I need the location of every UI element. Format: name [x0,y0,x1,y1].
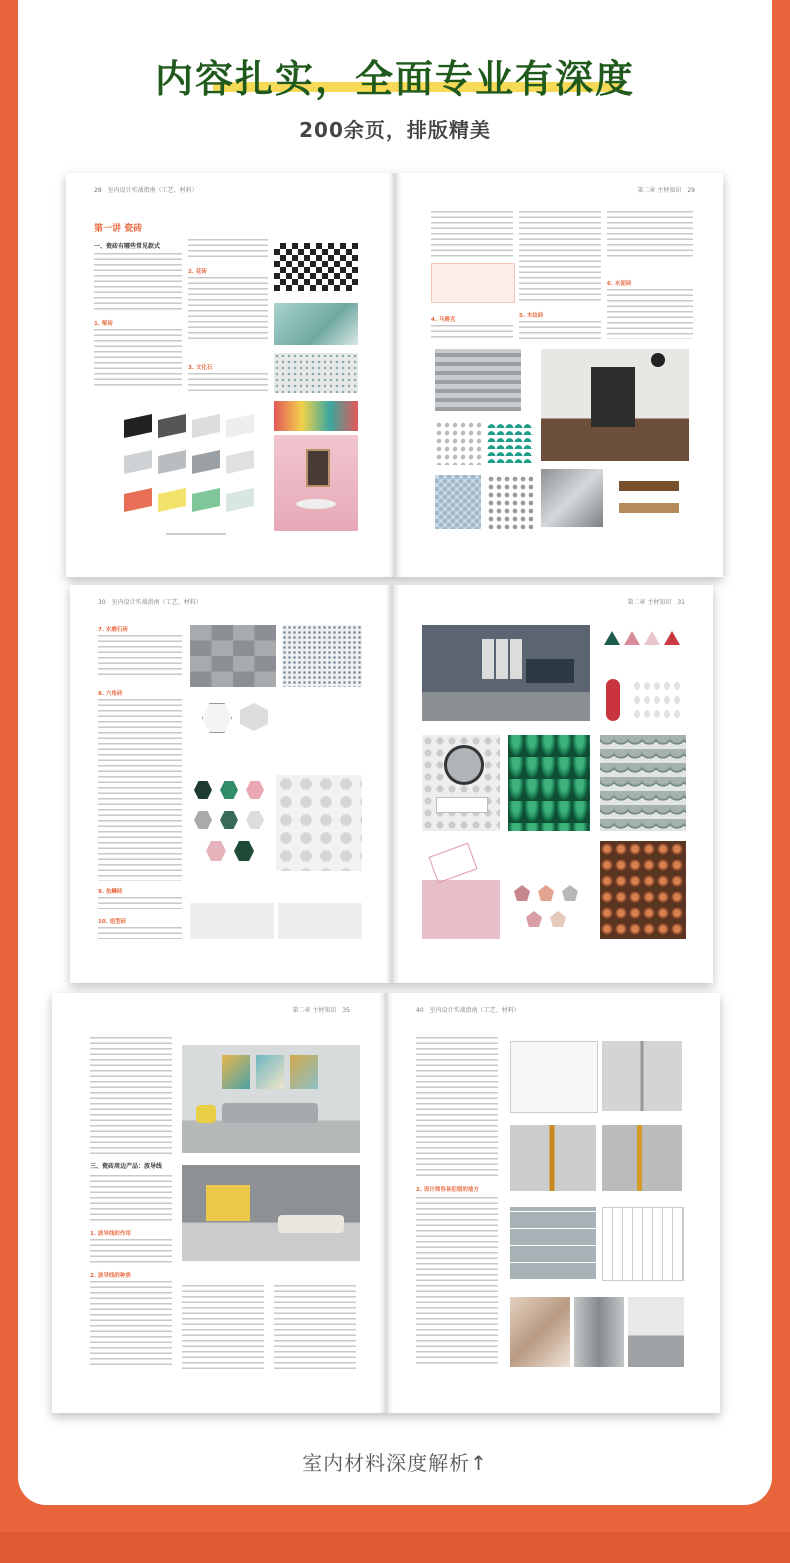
book-spread-3 [52,993,720,1413]
section-heading: 一、瓷砖有哪些常见款式 [94,243,161,250]
hallway-photo [628,1297,684,1367]
page-number: 40 [416,1007,424,1014]
text-block [98,635,182,679]
tile-layout-diagram [602,1207,684,1281]
wood-tile-image [619,473,693,523]
book-spread-2 [70,585,713,983]
hexagon-diagram [194,699,276,743]
section-heading: 三、瓷砖周边产品：波导线 [90,1163,163,1170]
metal-tile-image [541,469,603,527]
fishscale-mosaic-image [487,421,533,465]
item-heading: 2. 设计师容易犯错的地方 [416,1187,479,1193]
chapter-title: 第一讲 瓷砖 [94,224,143,234]
page-header-text: 第二章 主材知识 [292,1007,337,1014]
round-mirror-image [422,735,500,831]
caption [0,1447,790,1476]
page-header-text: 室内设计实战指南（工艺、材料） [107,187,198,194]
dining-room-image [422,625,590,721]
page-header-text: 室内设计实战指南（工艺、材料） [429,1007,520,1014]
skirting-diagram [510,1041,598,1113]
item-heading: 1. 波导线的作用 [90,1231,131,1237]
terrazzo-samples-image [282,625,362,687]
text-block [90,1239,172,1263]
text-block [90,1037,172,1157]
item-heading: 2. 波导线的种类 [90,1273,131,1279]
text-block [98,897,182,909]
text-block [519,321,601,341]
item-heading: 2. 花砖 [188,269,207,275]
pentagon-swatches-image [508,841,594,939]
green-fishscale-image [508,735,590,831]
text-block [607,211,693,257]
page-number: 31 [677,599,685,606]
item-heading: 8. 六角砖 [98,691,123,697]
text-block [519,211,601,303]
page-right [388,993,720,1413]
text-block [188,239,268,257]
text-block [416,1197,498,1367]
page-left [52,993,384,1413]
text-block [98,927,182,939]
item-heading: 3. 文化石 [188,365,213,371]
marble-detail-photo [510,1297,570,1367]
terrazzo-tile-image [274,353,358,393]
item-heading: 7. 水磨石砖 [98,627,128,633]
page-number: 30 [98,599,106,606]
book-gutter [388,173,402,577]
page-header [627,597,685,606]
bronze-panel-image [600,841,686,939]
gray-mosaic-image [487,475,533,529]
green-tile-image [274,303,358,345]
terrazzo-gray-image [190,625,276,687]
item-heading: 1. 哑砖 [94,321,113,327]
doorway-photo [574,1297,624,1367]
figure-caption [166,533,226,535]
item-heading: 5. 木纹砖 [519,313,544,319]
page-left [66,173,392,577]
text-block [431,211,513,257]
item-heading: 4. 马赛克 [431,317,456,323]
marble-hexagon-image [276,775,362,871]
blue-mosaic-image [435,475,481,529]
pattern-tile-image [274,243,358,291]
page-number: 28 [94,187,102,194]
bottom-strip [0,1532,790,1563]
text-block [90,1175,172,1223]
wood-grain-tile-image [435,349,521,411]
page-right [394,585,713,983]
text-block [188,277,268,341]
page-left [70,585,389,983]
gray-green-fishscale-image [600,735,686,831]
subheadline: 200余页，排版精美 [299,118,491,142]
caption-text: 室内材料深度解析 [302,1451,471,1475]
tile-line-photo [602,1041,682,1111]
pink-bathroom-image [274,435,358,531]
text-block [94,329,182,389]
page-right [397,173,723,577]
living-room-image [541,349,689,461]
colorful-tile-image [274,401,358,431]
item-heading: 10. 造型砖 [98,919,127,925]
text-block [431,325,513,341]
gold-strip-photo-2 [602,1125,682,1191]
color-swatches-image [602,625,686,663]
hexagon-color-image [190,775,274,875]
text-block [98,699,182,881]
text-block [90,1281,172,1367]
page-header [98,597,202,606]
text-block [607,289,693,339]
arrow-up-icon: ↑ [470,1451,488,1475]
page-header [416,1005,520,1014]
book-gutter [379,993,393,1413]
wave-line-diagram [190,903,362,939]
pink-tile-wall-image [422,841,500,939]
tile-samples-image [118,407,268,525]
book-gutter [385,585,399,983]
wall-tile-photo [510,1207,596,1279]
page-header [94,185,198,194]
page-header-text: 第二章 主材知识 [637,187,682,194]
gold-strip-photo [510,1125,596,1191]
text-block [94,253,182,311]
elongated-hex-image [602,675,686,725]
item-heading: 9. 鱼鳞砖 [98,889,123,895]
text-block [416,1037,498,1177]
gray-living-room-image [182,1165,360,1261]
page-number: 35 [342,1007,350,1014]
text-block [274,1285,356,1371]
page-number: 29 [687,187,695,194]
text-block [188,373,268,395]
page-header [637,185,695,194]
item-heading: 6. 水泥砖 [607,281,632,287]
page-header-text: 室内设计实战指南（工艺、材料） [111,599,202,606]
text-block [182,1285,264,1371]
hexagon-mosaic-image [435,421,481,465]
tip-box [431,263,515,303]
living-room-art-image [182,1045,360,1153]
page-header [292,1005,350,1014]
headline: 内容扎实，全面专业有深度 [154,57,635,101]
book-spread-1 [66,173,723,577]
page-header-text: 第二章 主材知识 [627,599,672,606]
